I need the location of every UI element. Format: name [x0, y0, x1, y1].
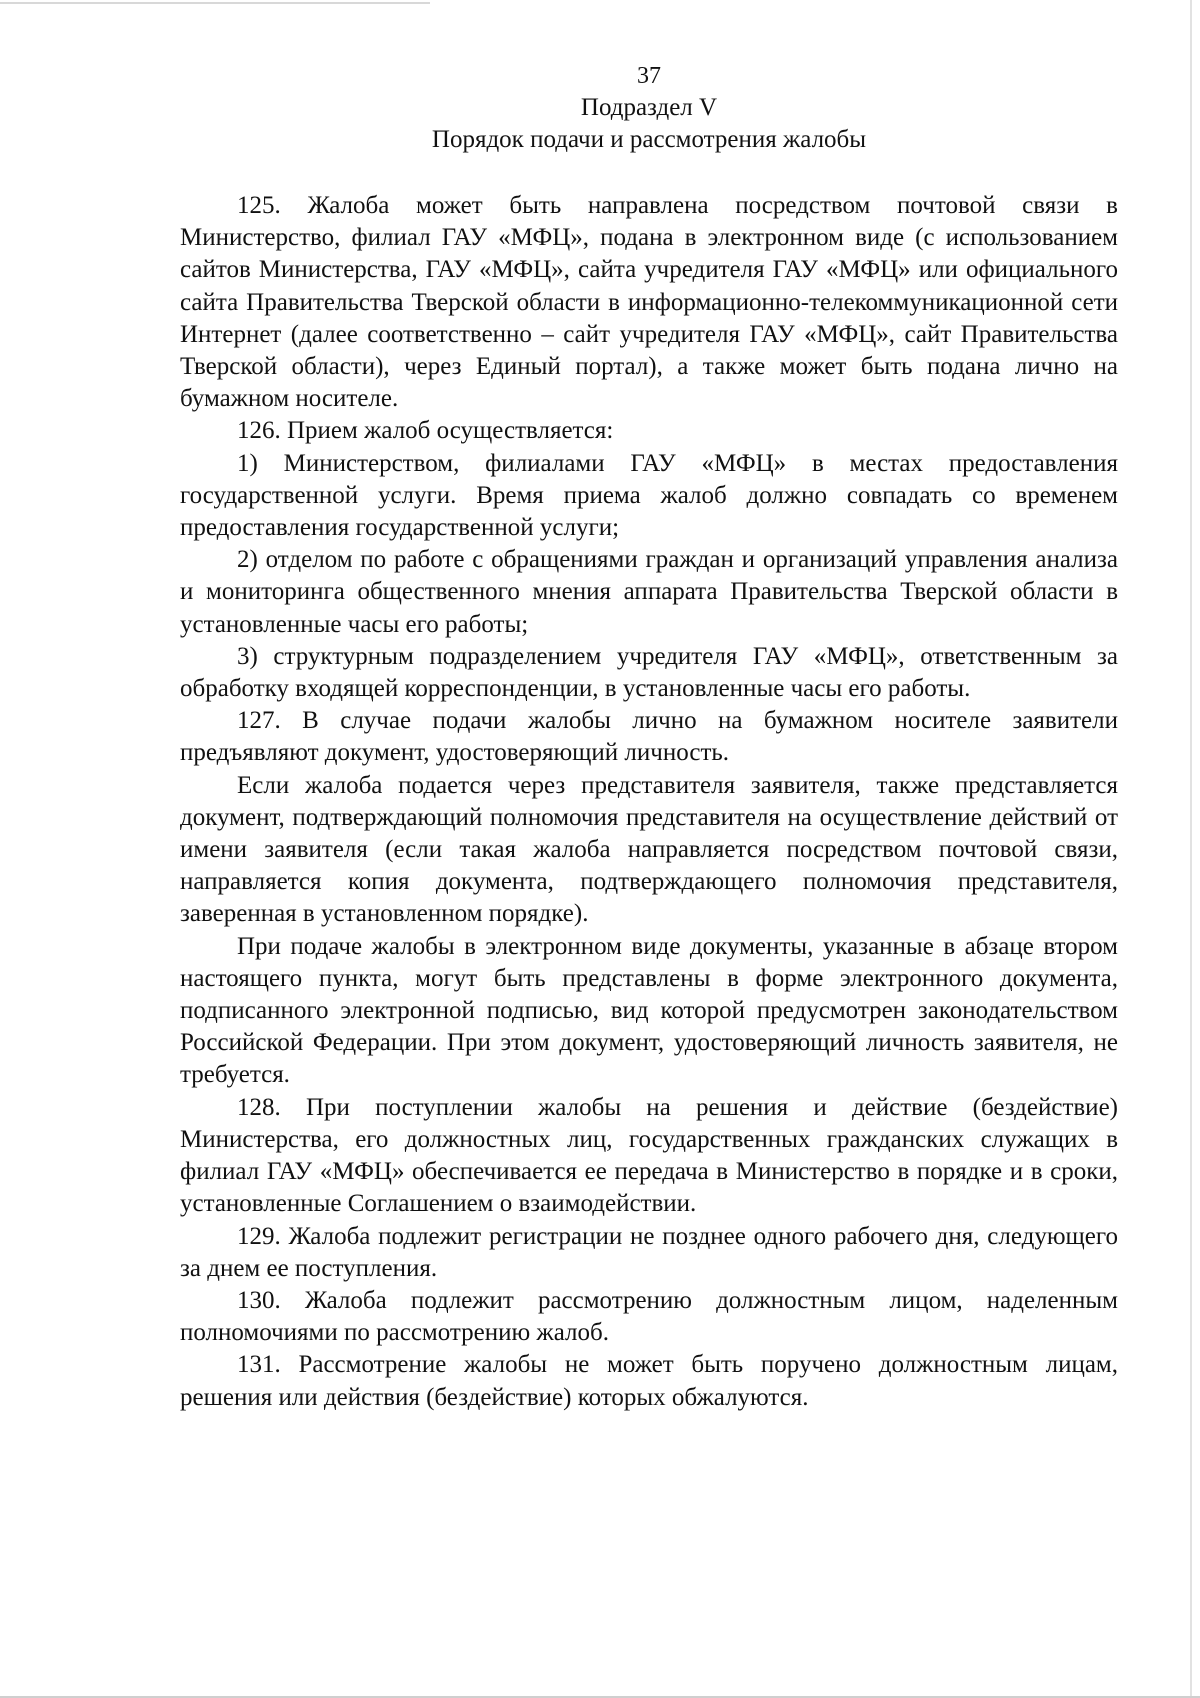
scan-edge-top [0, 2, 430, 4]
paragraph-127: 127. В случае подачи жалобы лично на бумажном носителе заявители предъявляют документ, удостоверяющий личность. [180, 707, 1118, 767]
scan-edge-right [1190, 0, 1192, 1698]
paragraph-129: 129. Жалоба подлежит регистрации не позднее одного рабочего дня, следующего за днем ее поступления. [180, 1222, 1118, 1282]
page-number: 37 [637, 63, 661, 89]
paragraph-130: 130. Жалоба подлежит рассмотрению должностным лицом, наделенным полномочиями по рассмотрению жалоб. [180, 1286, 1118, 1347]
paragraph-131: 131. Рассмотрение жалобы не может быть поручено должностным лицам, решения или действия (бездействие) которых обжалуются. [180, 1351, 1118, 1411]
paragraph-126-item-2: 2) отделом по работе с обращениями граждан и организаций управления анализа и мониторинга общественного мнения аппарата Правительства Тверской области в установленные часы его работы; [180, 546, 1118, 638]
paragraph-126-item-3: 3) структурным подразделением учредителя ГАУ «МФЦ», ответственным за обработку входящей корреспонденции, в установленные часы его работы. [180, 642, 1118, 703]
subsection-heading: Подраздел V [580, 94, 718, 121]
paragraph-126: 126. Прием жалоб осуществляется: [237, 417, 614, 445]
paragraph-127-representative: Если жалоба подается через представителя заявителя, также представляется документ, подтверждающий полномочия представителя на осуществление действий от имени заявителя (если такая жалоба направляется посредством почтовой связи, направляется копия документа, подтверждающего полномочия представителя, заверенная в установленном порядке). [180, 771, 1118, 928]
paragraph-125: 125. Жалоба может быть направлена посредством почтовой связи в Министерство, филиал ГАУ «МФЦ», подана в электронном виде (с использованием сайтов Министерства, ГАУ «МФЦ», сайта учредителя ГАУ «МФЦ» или официального сайта Правительства Тверской области в информационно-телекоммуникационной сети Интернет (далее соответственно – сайт учредителя ГАУ «МФЦ», сайт Правительства Тверской области), через Единый портал), а также может быть подана лично на бумажном носителе. [180, 192, 1118, 413]
document-body [180, 60, 1118, 1414]
paragraph-128: 128. При поступлении жалобы на решения и действие (бездействие) Министерства, его должностных лиц, государственных гражданских служащих в филиал ГАУ «МФЦ» обеспечивается ее передача в Министерство в порядке и в сроки, установленные Соглашением о взаимодействии. [180, 1093, 1118, 1218]
paragraph-127-electronic: При подаче жалобы в электронном виде документы, указанные в абзаце втором настоящего пункта, могут быть представлены в форме электронного документа, подписанного электронной подписью, вид которой предусмотрен законодательством Российской Федерации. При этом документ, удостоверяющий личность заявителя, не требуется. [180, 932, 1118, 1089]
paragraph-126-item-1: 1) Министерством, филиалами ГАУ «МФЦ» в местах предоставления государственной услуги. Время приема жалоб должно совпадать со временем предоставления государственной услуги; [180, 449, 1118, 542]
section-title: Порядок подачи и рассмотрения жалобы [431, 126, 867, 153]
